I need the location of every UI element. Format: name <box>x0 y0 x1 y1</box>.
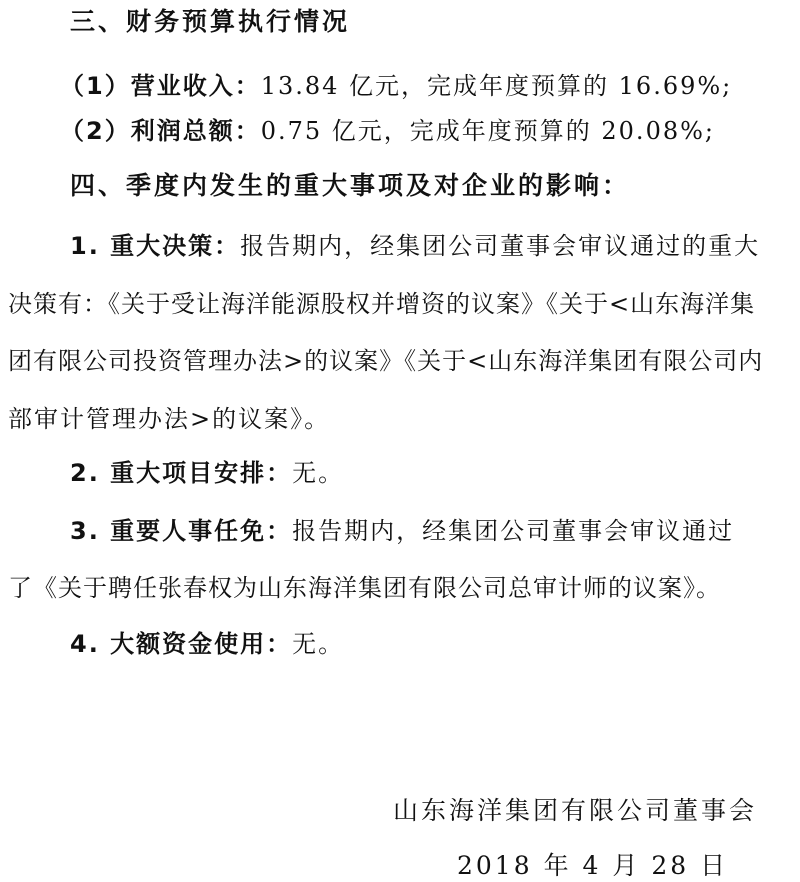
revenue-item <box>60 70 732 102</box>
projects-label: 2. 重大项目安排： <box>70 459 293 487</box>
personnel-line-2: 了《关于聘任张春权为山东海洋集团有限公司总审计师的议案》。 <box>8 574 721 602</box>
decisions-label: 1. 重大决策： <box>70 232 241 260</box>
decisions-text-1: 报告期内，经集团公司董事会审议通过的重大 <box>240 232 761 260</box>
funds-item <box>70 628 344 660</box>
profit-item <box>60 115 715 147</box>
section-3-heading: 三、财务预算执行情况 <box>70 7 351 36</box>
decisions-line-4: 部审计管理办法>的议案》。 <box>8 405 331 433</box>
revenue-value: 13.84 亿元，完成年度预算的 16.69%; <box>260 72 733 100</box>
section-4-heading: 四、季度内发生的重大事项及对企业的影响： <box>70 171 631 200</box>
signature-org: 山东海洋集团有限公司董事会 <box>393 796 758 825</box>
decisions-line-1 <box>70 230 760 262</box>
decisions-line-2: 决策有：《关于受让海洋能源股权并增资的议案》《关于<山东海洋集 <box>8 290 756 318</box>
funds-text: 无。 <box>292 630 345 658</box>
funds-label: 4. 大额资金使用： <box>70 630 293 658</box>
personnel-label: 3. 重要人事任免： <box>70 517 293 545</box>
revenue-label: （1）营业收入： <box>60 72 261 100</box>
personnel-text-1: 报告期内，经集团公司董事会审议通过 <box>292 517 735 545</box>
profit-label: （2）利润总额： <box>60 117 261 145</box>
projects-item <box>70 457 344 489</box>
profit-value: 0.75 亿元，完成年度预算的 20.08%; <box>260 117 715 145</box>
personnel-line-1 <box>70 515 734 547</box>
decisions-line-3: 团有限公司投资管理办法>的议案》《关于<山东海洋集团有限公司内 <box>8 347 764 375</box>
projects-text: 无。 <box>292 459 345 487</box>
signature-date: 2018 年 4 月 28 日 <box>457 851 729 880</box>
